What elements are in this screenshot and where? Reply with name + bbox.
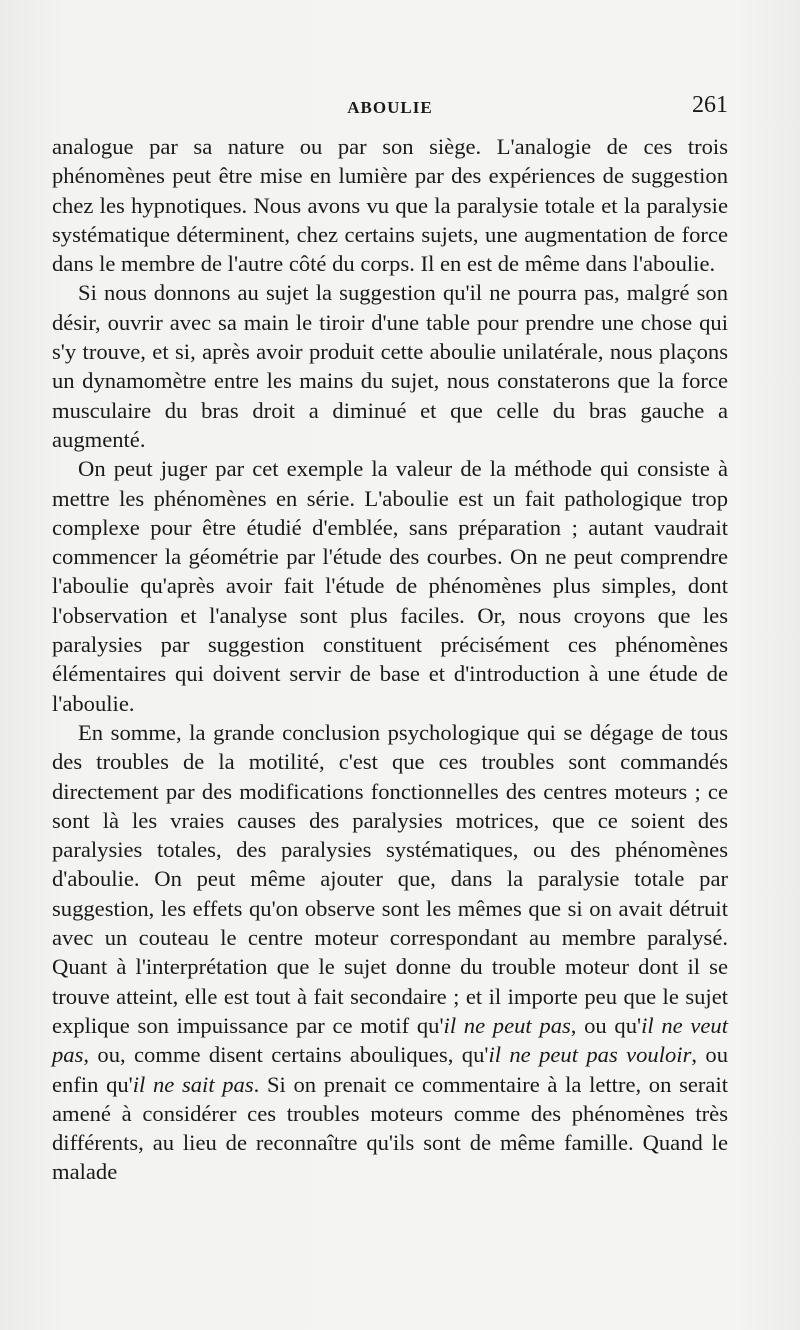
italic-phrase: il ne veut pas bbox=[52, 1012, 728, 1068]
text-segment: On peut juger par cet exemple la valeur de la méthode qui consiste à mettre les phénomènes en série. L'aboulie est un fait pathologique trop complexe pour être étudié d'emblée, sans préparation ; autant vaudrait commencer la géométrie par l'étude des courbes. On ne peut comprendre l'aboulie qu'après avoir fait l'étude de phénomènes plus simples, dont l'observation et l'analyse sont plus faciles. Or, nous croyons que les paralysies par suggestion constituent précisément ces phénomènes élémentaires qui doivent servir de base et d'introduction à une étude de l'aboulie. bbox=[52, 456, 728, 716]
paragraph-4 bbox=[52, 718, 728, 1187]
text-segment: , ou, comme disent certains abouliques, qu' bbox=[83, 1042, 489, 1068]
text-segment: analogue par sa nature ou par son siège. L'analogie de ces trois phénomènes peut être mise en lumière par des expériences de suggestion chez les hypnotiques. Nous avons vu que la paralysie totale et la paralysie systématique déterminent, chez certains sujets, une augmentation de force dans le membre de l'autre côté du corps. Il en est de même dans l'aboulie. bbox=[52, 134, 728, 277]
italic-phrase: il ne sait pas bbox=[132, 1071, 254, 1097]
running-head: ABOULIE bbox=[347, 98, 433, 117]
text-segment: Si nous donnons au sujet la suggestion qu'il ne pourra pas, malgré son désir, ouvrir avec sa main le tiroir d'une table pour prendre une chose qui s'y trouve, et si, après avoir produit cette aboulie unilatérale, nous plaçons un dynamomètre entre les mains du sujet, nous constaterons que la force musculaire du bras droit a diminué et que celle du bras gauche a augmenté. bbox=[52, 280, 728, 452]
page-number: 261 bbox=[692, 92, 728, 118]
italic-phrase: il ne peut pas bbox=[443, 1012, 571, 1038]
paragraph-3 bbox=[52, 454, 728, 718]
paragraph-1 bbox=[52, 132, 728, 278]
text-segment: . Si on prenait ce commentaire à la lettre, on serait amené à considérer ces troubles moteurs comme des phénomènes très différents, au lieu de reconnaître qu'ils sont de même famille. Quand le malade bbox=[52, 1071, 728, 1185]
body-text bbox=[52, 132, 728, 1187]
page-header bbox=[52, 92, 728, 126]
text-segment: En somme, la grande conclusion psychologique qui se dégage de tous des troubles de la motilité, c'est que ces troubles sont commandés directement par des modifications fonctionnelles des centres moteurs ; ce sont là les vraies causes des paralysies motrices, que ce soient des paralysies totales, des paralysies systématiques, ou des phénomènes d'aboulie. On peut même ajouter que, dans la paralysie totale par suggestion, les effets qu'on observe sont les mêmes que si on avait détruit avec un couteau le centre moteur correspondant au membre paralysé. Quant à l'interprétation que le sujet donne du trouble moteur dont il se trouve atteint, elle est tout à fait secondaire ; et il importe peu que le sujet explique son impuissance par ce motif qu' bbox=[52, 719, 728, 1038]
text-segment: , ou enfin qu' bbox=[52, 1042, 729, 1097]
text-segment: , ou qu' bbox=[570, 1012, 642, 1038]
italic-phrase: il ne peut pas vouloir bbox=[488, 1042, 692, 1068]
paragraph-2 bbox=[52, 278, 728, 454]
